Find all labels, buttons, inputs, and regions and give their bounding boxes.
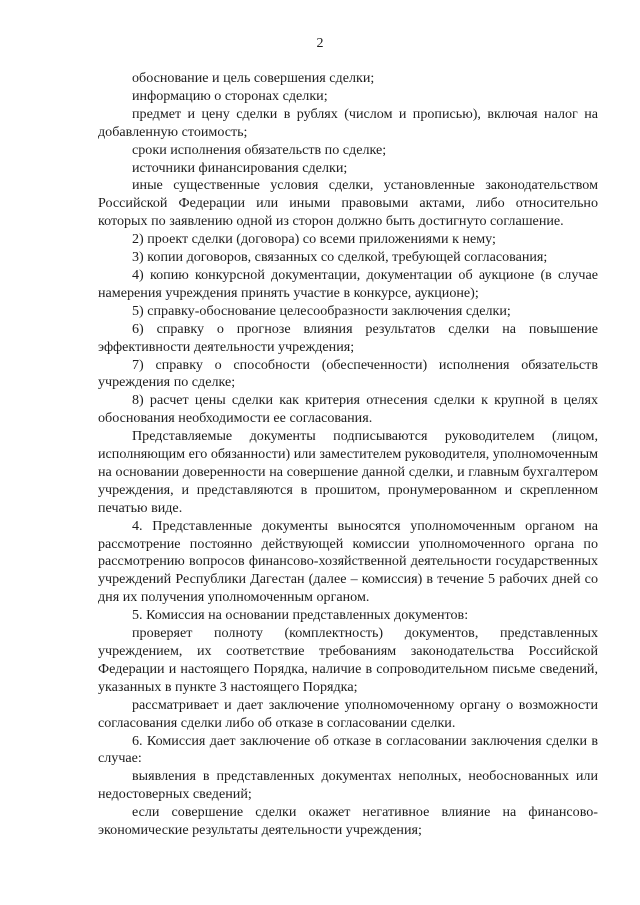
paragraph: выявления в представленных документах неполных, необоснованных или недостоверных сведений; bbox=[98, 768, 598, 803]
paragraph: 4) копию конкурсной документации, документации об аукционе (в случае намерения учреждения принять участие в конкурсе, аукционе); bbox=[98, 266, 598, 301]
paragraph: источники финансирования сделки; bbox=[132, 159, 348, 176]
paragraph: 8) расчет цены сделки как критерия отнесения сделки к крупной в целях обоснования необходимости ее согласования. bbox=[98, 392, 598, 427]
paragraph: 5) справку-обоснование целесообразности заключения сделки; bbox=[132, 302, 511, 319]
paragraph: иные существенные условия сделки, установленные законодательством Российской Федерации или иными правовыми актами, либо относительно которых по заявлению одной из сторон должно быть достигнуто соглашение. bbox=[98, 177, 598, 230]
paragraph: 6. Комиссия дает заключение об отказе в согласовании заключения сделки в случае: bbox=[98, 732, 598, 767]
paragraph: 6) справку о прогнозе влияния результатов сделки на повышение эффективности деятельности учреждения; bbox=[98, 320, 598, 355]
paragraph: 3) копии договоров, связанных со сделкой, требующей согласования; bbox=[132, 249, 548, 266]
paragraph: Представляемые документы подписываются руководителем (лицом, исполняющим его обязанности) или заместителем руководителя, уполномоченным на основании доверенности на совершение данной сделки, и главным бухгалтером учреждения, и представляются в прошитом, пронумерованном и скрепленном печатью виде. bbox=[98, 428, 598, 516]
paragraph: проверяет полноту (комплектность) документов, представленных учреждением, их соответствие требованиям законодательства Российской Федерации и настоящего Порядка, наличие в сопроводительном письме сведений, указанных в пункте 3 настоящего Порядка; bbox=[98, 625, 598, 695]
paragraph: 7) справку о способности (обеспеченности) исполнения обязательств учреждения по сделке; bbox=[98, 356, 598, 391]
paragraph: предмет и цену сделки в рублях (числом и прописью), включая налог на добавленную стоимость; bbox=[98, 105, 598, 140]
paragraph: рассматривает и дает заключение уполномоченному органу о возможности согласования сделки либо об отказе в согласовании сделки. bbox=[98, 696, 598, 731]
paragraph: информацию о сторонах сделки; bbox=[132, 87, 328, 104]
paragraph: сроки исполнения обязательств по сделке; bbox=[132, 141, 387, 158]
paragraph: 2) проект сделки (договора) со всеми приложениями к нему; bbox=[132, 231, 496, 248]
paragraph: если совершение сделки окажет негативное влияние на финансово-экономические результаты деятельности учреждения; bbox=[98, 804, 598, 839]
paragraph: обоснование и цель совершения сделки; bbox=[132, 70, 375, 86]
page-number: 2 bbox=[316, 36, 324, 51]
paragraph: 5. Комиссия на основании представленных документов: bbox=[132, 607, 469, 624]
paragraph: 4. Представленные документы выносятся уполномоченным органом на рассмотрение постоянно действующей комиссии уполномоченного органа по рассмотрению вопросов финансово-хозяйственной деятельности государственных учреждений Республики Дагестан (далее – комиссия) в течение 5 рабочих дней со дня их получения уполномоченным органом. bbox=[98, 517, 598, 606]
page-body bbox=[98, 70, 598, 840]
